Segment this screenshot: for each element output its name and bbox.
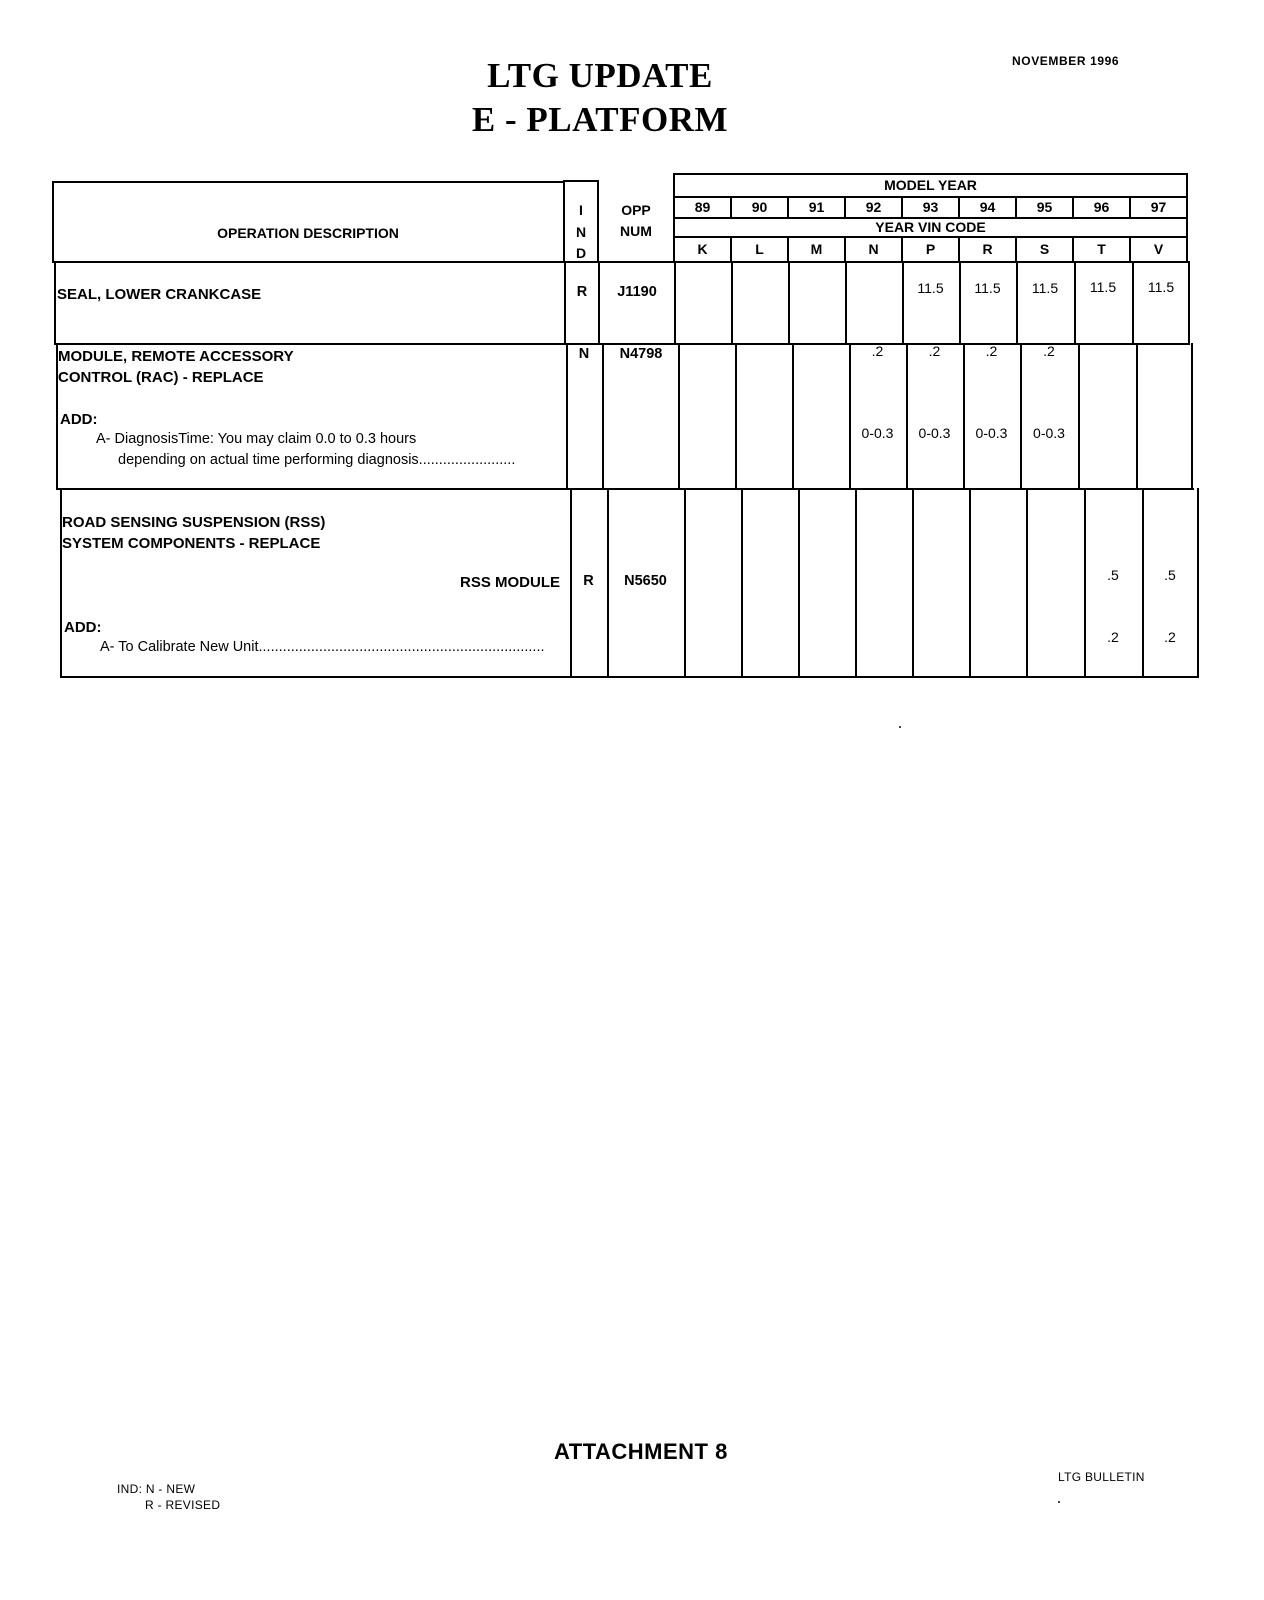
row-3-add-value-96: .2 — [1107, 629, 1119, 645]
row-2-value-95: .2 — [1043, 343, 1055, 359]
scan-speck — [899, 726, 901, 728]
year-cell: 97 — [1150, 199, 1167, 215]
row-2-divider — [566, 343, 568, 490]
table-top-border-years — [674, 173, 1187, 175]
page-title-line-2: E - PLATFORM — [471, 100, 729, 139]
row-1-right-border — [1188, 261, 1190, 345]
row-3-divider — [969, 488, 971, 678]
row-2-add-label: ADD: — [60, 411, 98, 428]
row-1-divider — [788, 261, 790, 345]
row-1-divider — [1016, 261, 1018, 345]
row-2-divider — [678, 343, 680, 490]
bulletin-label: LTG BULLETIN — [1058, 1470, 1145, 1484]
opp-header-line-2: NUM — [620, 223, 652, 239]
table-left-border-h — [52, 181, 54, 263]
vin-code-cell: T — [1097, 241, 1106, 257]
vin-code-cell: P — [925, 241, 936, 257]
row-1-ind: R — [576, 284, 588, 300]
table-top-border-left — [52, 181, 564, 183]
row-2-divider — [1020, 343, 1022, 490]
vin-code-cell: L — [755, 241, 764, 257]
row-1-value-95: 11.5 — [1031, 280, 1059, 296]
row-1-divider — [731, 261, 733, 345]
model-year-header: MODEL YEAR — [884, 177, 977, 193]
row-1-divider — [845, 261, 847, 345]
year-cell: 95 — [1036, 199, 1053, 215]
row-1-divider — [674, 261, 676, 345]
row-3-divider — [855, 488, 857, 678]
row-3-add-value-97: .2 — [1164, 629, 1176, 645]
document-date: NOVEMBER 1996 — [1012, 54, 1120, 68]
row-1-divider — [564, 261, 566, 345]
row-3-divider — [1026, 488, 1028, 678]
row-3-opp-num: N5650 — [624, 573, 667, 589]
opp-header-line-1: OPP — [621, 202, 651, 218]
vin-code-cell: K — [697, 241, 708, 257]
row-1-divider — [959, 261, 961, 345]
row-2-divider — [792, 343, 794, 490]
vin-label-divider — [674, 236, 1187, 238]
row-3-description-line-1: ROAD SENSING SUSPENSION (RSS) — [62, 514, 326, 531]
row-2-value-94: .2 — [985, 343, 998, 359]
row-3-right-border — [1197, 488, 1199, 678]
row-1-divider — [1132, 261, 1134, 345]
vin-code-cell: V — [1153, 241, 1164, 257]
row-1-value-93: 11.5 — [917, 280, 944, 296]
row-2-add-value-92: 0-0.3 — [861, 425, 894, 441]
model-year-divider — [674, 196, 1187, 198]
row-2-divider — [602, 343, 604, 490]
row-3-add-label: ADD: — [64, 619, 102, 636]
row-3-sub-label: RSS MODULE — [460, 574, 561, 591]
row-2-value-93: .2 — [928, 343, 941, 359]
row-2-add-value-93: 0-0.3 — [918, 425, 951, 441]
row-1-description: SEAL, LOWER CRANKCASE — [57, 286, 262, 303]
row-3-description-line-2: SYSTEM COMPONENTS - REPLACE — [62, 535, 321, 552]
attachment-label: ATTACHMENT 8 — [554, 1439, 728, 1464]
row-2-bottom-border — [58, 488, 1194, 490]
row-2-divider — [849, 343, 851, 490]
year-cell: 92 — [865, 199, 882, 215]
row-3-value-97: .5 — [1164, 567, 1176, 583]
row-1-left-border — [54, 261, 56, 345]
ind-header-n: N — [575, 224, 587, 240]
year-cell: 96 — [1093, 199, 1110, 215]
row-2-left-border — [56, 343, 58, 490]
row-3-divider — [798, 488, 800, 678]
row-3-divider — [684, 488, 686, 678]
ind-legend-revised: R - REVISED — [145, 1498, 221, 1512]
row-3-divider — [741, 488, 743, 678]
year-cell: 93 — [922, 199, 939, 215]
row-2-divider — [1136, 343, 1138, 490]
row-2-add-value-95: 0-0.3 — [1033, 425, 1065, 441]
row-2-add-line-1: A- DiagnosisTime: You may claim 0.0 to 0.3 hours — [96, 431, 417, 447]
ind-header-d: D — [575, 245, 587, 261]
vin-code-cell: M — [810, 241, 823, 257]
row-2-ind: N — [578, 346, 590, 362]
row-2-divider — [963, 343, 965, 490]
row-2-opp-num: N4798 — [619, 346, 663, 362]
row-2-value-92: .2 — [871, 343, 884, 359]
page-title-line-1: LTG UPDATE — [487, 56, 713, 95]
table-top-border-ind — [564, 180, 598, 182]
row-1-value-97: 11.5 — [1147, 279, 1175, 295]
row-2-divider — [906, 343, 908, 490]
ind-legend-new: IND: N - NEW — [117, 1482, 196, 1496]
vin-code-cell: N — [868, 241, 879, 257]
year-cell: 89 — [694, 199, 711, 215]
row-1-divider — [598, 261, 600, 345]
year-vin-code-header: YEAR VIN CODE — [875, 219, 986, 235]
row-2-right-border — [1191, 343, 1193, 490]
row-1-value-94: 11.5 — [974, 280, 1001, 296]
vin-code-cell: R — [982, 241, 993, 257]
year-cell: 94 — [979, 199, 996, 215]
row-2-divider — [735, 343, 737, 490]
row-2-description-line-1: MODULE, REMOTE ACCESSORY — [58, 348, 294, 365]
row-2-divider — [1078, 343, 1080, 490]
ind-header-i: I — [579, 202, 583, 218]
row-2-add-line-2: depending on actual time performing diagnosis........................ — [118, 452, 516, 468]
scan-speck — [1058, 1501, 1060, 1503]
year-cell: 90 — [751, 199, 768, 215]
row-1-value-96: 11.5 — [1089, 279, 1117, 295]
row-1-divider — [902, 261, 904, 345]
row-1-opp-num: J1190 — [617, 284, 657, 300]
operation-description-header: OPERATION DESCRIPTION — [217, 225, 399, 241]
vin-code-cell: S — [1039, 241, 1050, 257]
row-3-add-line-1: A- To Calibrate New Unit....................................................................... — [100, 639, 545, 655]
row-3-value-96: .5 — [1107, 567, 1119, 583]
row-3-divider — [1084, 488, 1086, 678]
row-3-divider — [1142, 488, 1144, 678]
row-3-ind: R — [583, 573, 594, 589]
row-3-divider — [912, 488, 914, 678]
row-1-divider — [1074, 261, 1076, 345]
row-2-add-value-94: 0-0.3 — [975, 425, 1008, 441]
year-cell: 91 — [808, 199, 825, 215]
row-2-description-line-2: CONTROL (RAC) - REPLACE — [58, 369, 264, 386]
